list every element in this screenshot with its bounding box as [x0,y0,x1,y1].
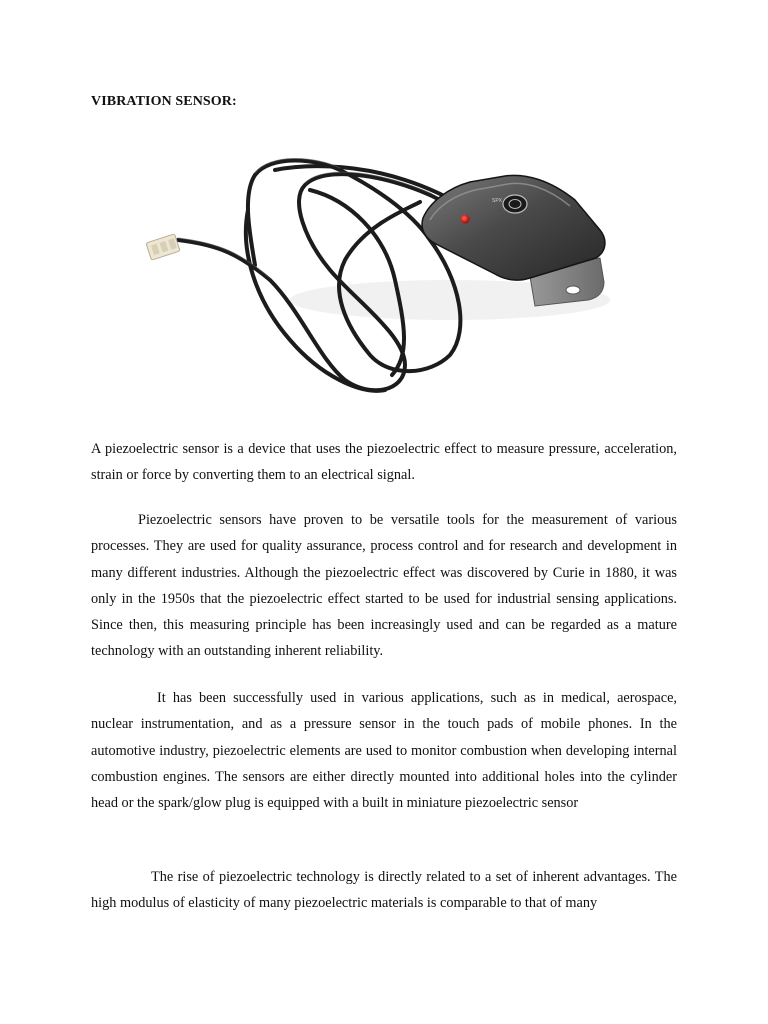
vibration-sensor-photo-icon [130,140,620,410]
paragraph-1: A piezoelectric sensor is a device that uses the piezoelectric effect to measure pressure, acceleration, strain or force by converting them to an electrical signal. [91,441,677,484]
sensor-figure [130,140,620,410]
device-label: SPX [492,198,503,204]
paragraph-4: The rise of piezoelectric technology is directly related to a set of inherent advantages. The high modulus of elasticity of many piezoelectric materials is comparable to that of many [91,869,677,912]
paragraph-3: It has been successfully used in various applications, such as in medical, aerospace, nuclear instrumentation, and as a pressure sensor in the touch pads of mobile phones. In the automotive industry, piezoelectric elements are used to monitor combustion when developing internal combustion engines. The sensors are either directly mounted into additional holes into the cylinder head or the spark/glow plug is equipped with a built in miniature piezoelectric sensor [91,690,677,812]
section-heading: VIBRATION SENSOR: [91,94,237,109]
paragraph-2: Piezoelectric sensors have proven to be versatile tools for the measurement of various processes. They are used for quality assurance, process control and for research and development in many different industries. Although the piezoelectric effect was discovered by Curie in 1880, it was only in the 1950s that the piezoelectric effect started to be used for industrial sensing applications. Since then, this measuring principle has been increasingly used and can be regarded as a mature technology with an outstanding inherent reliability. [91,512,677,660]
